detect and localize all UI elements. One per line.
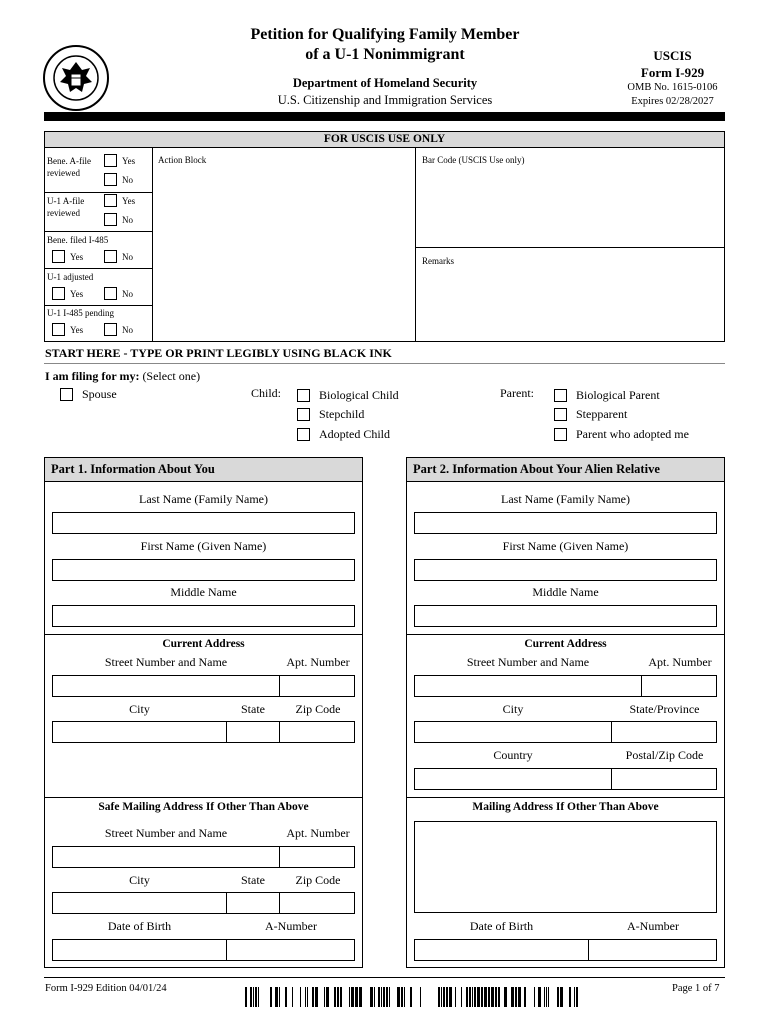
p2-middle-name-label: Middle Name [532, 585, 599, 599]
p1-zip-label: Zip Code [295, 702, 341, 716]
remarks-label: Remarks [422, 256, 454, 266]
u1-adjusted-label: U-1 adjusted [47, 272, 94, 282]
bene-afile-no-checkbox[interactable] [104, 173, 117, 186]
p2-anumber-input[interactable] [588, 939, 717, 961]
spouse-label: Spouse [82, 387, 117, 401]
seal-icon [42, 44, 110, 112]
p1-street-input[interactable] [52, 675, 280, 697]
u1-afile-yes-checkbox[interactable] [104, 194, 117, 207]
department: Department of Homeland Security [292, 76, 478, 90]
p2-dob-input[interactable] [414, 939, 589, 961]
p2-first-name-input[interactable] [414, 559, 717, 581]
p1-street2-input[interactable] [52, 846, 280, 868]
p2-state-province-input[interactable] [611, 721, 717, 743]
p2-first-name-label: First Name (Given Name) [502, 539, 629, 553]
p1-middle-name-label: Middle Name [170, 585, 237, 599]
parent-label: Parent: [500, 386, 534, 400]
bene-i485-label: Bene. filed I-485 [47, 235, 109, 245]
biological-child-label: Biological Child [319, 388, 399, 402]
bar-code-label: Bar Code (USCIS Use only) [422, 155, 525, 165]
part2-title: Part 2. Information About Your Alien Relative [407, 458, 724, 482]
action-block-label: Action Block [158, 155, 207, 165]
expires: Expires 02/28/2027 [631, 96, 714, 107]
spouse-checkbox[interactable] [60, 388, 73, 401]
biological-child-checkbox[interactable] [297, 389, 310, 402]
p1-state-input[interactable] [226, 721, 280, 743]
barcode [245, 987, 578, 1007]
p2-last-name-input[interactable] [414, 512, 717, 534]
p2-anumber-label: A-Number [627, 919, 679, 933]
u1-i485-label: U-1 I-485 pending [47, 308, 114, 318]
p2-middle-name-input[interactable] [414, 605, 717, 627]
p2-state-province-label: State/Province [629, 702, 700, 716]
u1-adjusted-no-label: No [122, 289, 133, 299]
bene-i485-no-checkbox[interactable] [104, 250, 117, 263]
u1-afile-label: U-1 A-file reviewed [47, 196, 85, 218]
u1-afile-yes-label: Yes [122, 196, 136, 206]
u1-i485-no-checkbox[interactable] [104, 323, 117, 336]
barcode-icon [245, 987, 578, 1007]
p1-dob-label: Date of Birth [107, 919, 172, 933]
u1-i485-yes-label: Yes [70, 325, 84, 335]
adoptive-parent-checkbox[interactable] [554, 428, 567, 441]
child-label: Child: [251, 386, 282, 400]
p1-current-address-heading: Current Address [162, 638, 245, 650]
u1-adjusted-no-checkbox[interactable] [104, 287, 117, 300]
header-rule [44, 112, 725, 121]
p1-state2-input[interactable] [226, 892, 280, 914]
dhs-seal [42, 44, 110, 112]
p1-apt-input[interactable] [279, 675, 355, 697]
adopted-child-checkbox[interactable] [297, 428, 310, 441]
stepchild-label: Stepchild [319, 407, 365, 421]
p1-state2-label: State [241, 873, 265, 887]
p1-city2-label: City [129, 873, 150, 887]
bene-i485-yes-checkbox[interactable] [52, 250, 65, 263]
p2-country-label: Country [493, 748, 533, 762]
edition-text: Form I-929 Edition 04/01/24 [45, 983, 167, 994]
p2-dob-label: Date of Birth [469, 919, 534, 933]
p1-middle-name-input[interactable] [52, 605, 355, 627]
bene-afile-yes-label: Yes [122, 156, 136, 166]
stepparent-checkbox[interactable] [554, 408, 567, 421]
p1-dob-input[interactable] [52, 939, 227, 961]
biological-parent-label: Biological Parent [576, 388, 660, 402]
p1-first-name-label: First Name (Given Name) [140, 539, 267, 553]
u1-i485-no-label: No [122, 325, 133, 335]
p1-city2-input[interactable] [52, 892, 227, 914]
title-line-2: of a U-1 Nonimmigrant [305, 46, 465, 63]
p1-anumber-input[interactable] [226, 939, 355, 961]
p2-city-input[interactable] [414, 721, 612, 743]
bene-afile-no-label: No [122, 175, 133, 185]
u1-adjusted-yes-checkbox[interactable] [52, 287, 65, 300]
p2-mailing-address-input[interactable] [414, 821, 717, 913]
title-line-1: Petition for Qualifying Family Member [250, 26, 520, 43]
bene-afile-label: Bene. A-file reviewed [47, 156, 91, 178]
biological-parent-checkbox[interactable] [554, 389, 567, 402]
p2-mailing-heading: Mailing Address If Other Than Above [472, 801, 659, 813]
filing-for-label [45, 369, 200, 384]
adoptive-parent-label: Parent who adopted me [576, 427, 689, 441]
p1-last-name-input[interactable] [52, 512, 355, 534]
adopted-child-label: Adopted Child [319, 427, 390, 441]
filing-for-rest: (Select one) [139, 369, 201, 383]
p2-apt-label: Apt. Number [648, 655, 712, 669]
start-here-instruction: START HERE - TYPE OR PRINT LEGIBLY USING BLACK INK [45, 346, 392, 360]
stepchild-checkbox[interactable] [297, 408, 310, 421]
p2-postal-input[interactable] [611, 768, 717, 790]
p1-apt2-label: Apt. Number [286, 826, 350, 840]
p1-zip-input[interactable] [279, 721, 355, 743]
p1-city-label: City [129, 702, 150, 716]
p1-apt-label: Apt. Number [286, 655, 350, 669]
p2-country-input[interactable] [414, 768, 612, 790]
bene-i485-yes-label: Yes [70, 252, 84, 262]
p1-apt2-input[interactable] [279, 846, 355, 868]
bene-afile-yes-checkbox[interactable] [104, 154, 117, 167]
p2-city-label: City [502, 702, 524, 716]
p1-first-name-input[interactable] [52, 559, 355, 581]
p2-last-name-label: Last Name (Family Name) [501, 492, 630, 506]
part1-title: Part 1. Information About You [45, 458, 362, 482]
uscis-use-heading: FOR USCIS USE ONLY [45, 132, 724, 148]
omb-number: OMB No. 1615-0106 [627, 82, 718, 93]
p2-street-input[interactable] [414, 675, 642, 697]
u1-adjusted-yes-label: Yes [70, 289, 84, 299]
p1-street-label: Street Number and Name [104, 655, 228, 669]
p1-street2-label: Street Number and Name [104, 826, 228, 840]
p2-street-label: Street Number and Name [466, 655, 590, 669]
p2-postal-label: Postal/Zip Code [625, 748, 704, 762]
stepparent-label: Stepparent [576, 407, 628, 421]
p1-anumber-label: A-Number [265, 919, 317, 933]
uscis-use-box [44, 131, 725, 342]
p1-city-input[interactable] [52, 721, 227, 743]
p1-safe-mailing-heading: Safe Mailing Address If Other Than Above [98, 801, 309, 813]
filing-for-bold: I am filing for my: [45, 369, 140, 383]
uscis-label: USCIS [653, 48, 692, 63]
agency: U.S. Citizenship and Immigration Services [277, 93, 493, 107]
u1-afile-no-label: No [122, 215, 133, 225]
u1-i485-yes-checkbox[interactable] [52, 323, 65, 336]
bene-i485-no-label: No [122, 252, 133, 262]
p2-current-address-heading: Current Address [524, 638, 607, 650]
p2-apt-input[interactable] [641, 675, 717, 697]
u1-afile-no-checkbox[interactable] [104, 213, 117, 226]
p1-state-label: State [241, 702, 265, 716]
p1-last-name-label: Last Name (Family Name) [139, 492, 268, 506]
form-number: Form I-929 [640, 65, 705, 80]
p1-zip2-input[interactable] [279, 892, 355, 914]
p1-zip2-label: Zip Code [295, 873, 341, 887]
page-number: Page 1 of 7 [672, 983, 720, 994]
